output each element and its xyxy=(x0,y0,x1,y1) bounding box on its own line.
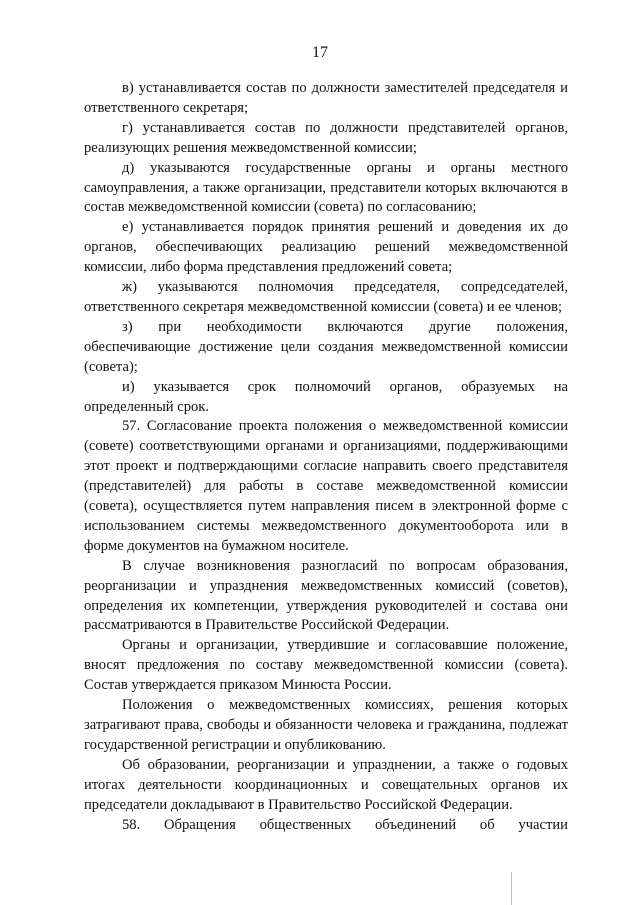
paragraph-item-v: в) устанавливается состав по должности заместителей председателя и ответственного секретаря; xyxy=(84,80,568,116)
paragraph-item-zh: ж) указываются полномочия председателя, сопредседателей, ответственного секретаря межведомственной комиссии (совета) и ее членов; xyxy=(84,279,568,315)
body-text xyxy=(84,79,568,835)
paragraph-disagreements: В случае возникновения разногласий по вопросам образования, реорганизации и упразднения межведомственных комиссий (советов), определения их компетенции, утверждения руководителей и состава они рассматриваются в Правительстве Российской Федерации. xyxy=(84,557,568,634)
paragraph-58: 58. Обращения общественных объединений об участии xyxy=(122,816,568,833)
scan-edge-mark xyxy=(511,872,512,905)
paragraph-reporting: Об образовании, реорганизации и упразднении, а также о годовых итогах деятельности координационных и совещательных органов их председатели докладывают в Правительство Российской Федерации. xyxy=(84,756,568,813)
paragraph-registration: Положения о межведомственных комиссиях, решения которых затрагивают права, свободы и обязанности человека и гражданина, подлежат государственной регистрации и опубликованию. xyxy=(84,697,568,753)
paragraph-item-e: е) устанавливается порядок принятия решений и доведения их до органов, обеспечивающих реализацию решений межведомственной комиссии, либо форма представления предложений совета; xyxy=(84,219,568,276)
page-number: 17 xyxy=(312,44,328,61)
paragraph-item-d: д) указываются государственные органы и органы местного самоуправления, а также организации, представители которых включаются в состав межведомственной комиссии (совета) по согласованию; xyxy=(84,159,568,216)
paragraph-item-z: з) при необходимости включаются другие положения, обеспечивающие достижение цели создания межведомственной комиссии (совета); xyxy=(84,318,568,375)
paragraph-57: 57. Согласование проекта положения о межведомственной комиссии (совете) соответствующими органами и организациями, поддерживающими этот проект и подтверждающими согласие направить своего представителя (представителей) для работы в составе межведомственной комиссии (совета), осуществляется путем направления писем в электронной форме с использованием системы межведомственного документооборота или в форме документов на бумажном носителе. xyxy=(84,418,568,554)
paragraph-item-i: и) указывается срок полномочий органов, образуемых на определенный срок. xyxy=(84,378,568,415)
paragraph-composition: Органы и организации, утвердившие и согласовавшие положение, вносят предложения по составу межведомственной комиссии (совета). Состав утверждается приказом Минюста России. xyxy=(84,637,568,694)
paragraph-item-g: г) устанавливается состав по должности представителей органов, реализующих решения межведомственной комиссии; xyxy=(84,119,568,156)
